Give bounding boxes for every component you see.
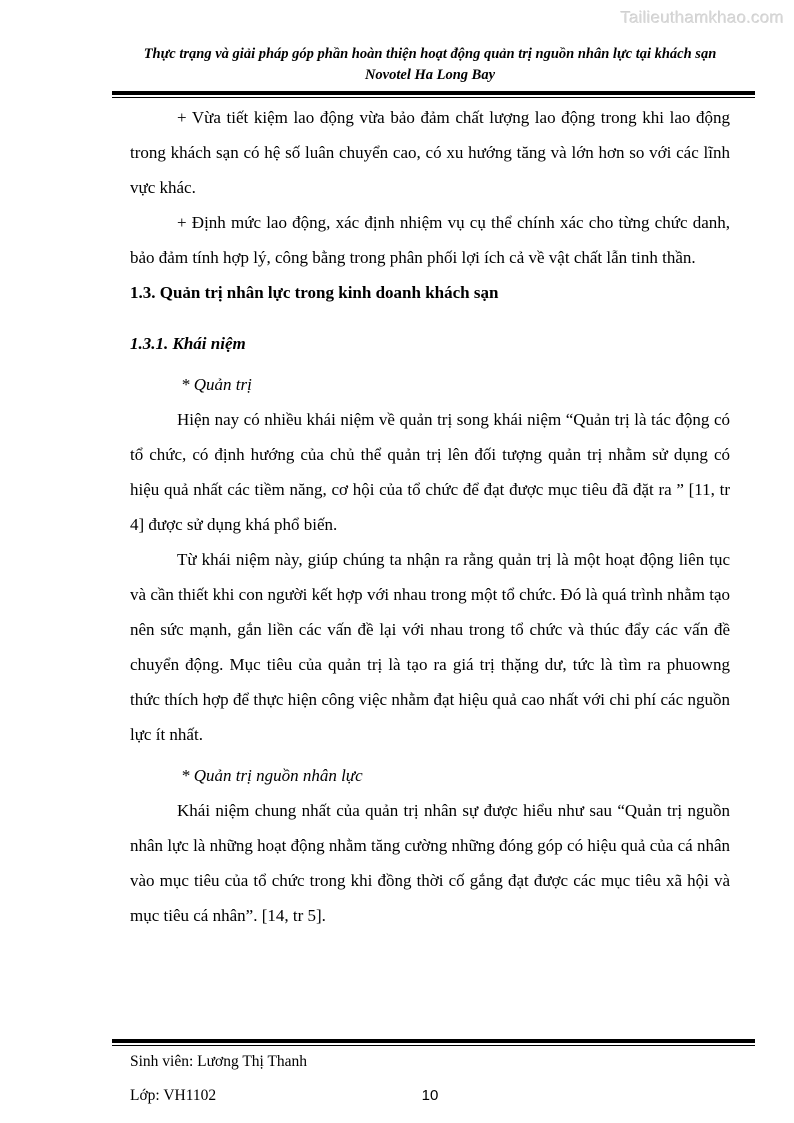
footer-rule	[112, 1039, 755, 1046]
header-title-line2: Novotel Ha Long Bay	[364, 67, 496, 83]
footer-student-name: Sinh viên: Lương Thị Thanh	[130, 1053, 308, 1070]
page-header	[130, 44, 730, 98]
paragraph-management-explanation: Từ khái niệm này, giúp chúng ta nhận ra rằng quản trị là một hoạt động liên tục và cần thiết khi con người kết hợp với nhau trong một tổ chức. Đó là quá trình nhằm tạo nên sức mạnh, gắn liền các vấn đề lại với nhau trong tổ chức và thúc đẩy các vấn đề chuyển động. Mục tiêu của quản trị là tạo ra giá trị thặng dư, tức là tìm ra phuowng thức thích hợp để thực hiện công việc nhằm đạt hiệu quả cao nhất với chi phí các nguồn lực ít nhất.	[130, 550, 730, 744]
footer-bottom-row	[130, 1086, 730, 1106]
paragraph-hrm-definition: Khái niệm chung nhất của quản trị nhân sự được hiểu như sau “Quản trị nguồn nhân lực là những hoạt động nhằm tăng cường những đóng góp có hiệu quả của cá nhân vào mục tiêu của tổ chức trong khi đồng thời cố gắng đạt được các mục tiêu xã hội và mục tiêu cá nhân”. [14, tr 5].	[130, 801, 730, 925]
paragraph-labor-saving: + Vừa tiết kiệm lao động vừa bảo đảm chất lượng lao động trong khi lao động trong khách sạn có hệ số luân chuyển cao, có xu hướng tăng và lớn hơn so với các lĩnh vực khác.	[130, 108, 730, 197]
footer-class-label: Lớp: VH1102	[130, 1087, 217, 1104]
paragraph-management-definition: Hiện nay có nhiều khái niệm về quản trị song khái niệm “Quản trị là tác động có tổ chức, có định hướng của chủ thể quản trị lên đối tượng quản trị nhằm sử dụng có hiệu quả nhất các tiềm năng, cơ hội của tổ chức để đạt được mục tiêu đã đặt ra ” [11, tr 4] được sử dụng khá phổ biến.	[130, 410, 730, 534]
page-footer	[130, 1039, 730, 1106]
watermark-text: Tailieuthamkhao.com	[620, 8, 784, 27]
term-label-quan-tri: * Quản trị	[181, 375, 252, 394]
header-rule	[112, 91, 755, 98]
header-title-line1: Thực trạng và giải pháp góp phần hoàn thiện hoạt động quản trị nguồn nhân lực tại khách sạn	[143, 46, 717, 62]
section-heading-1-3: 1.3. Quản trị nhân lực trong kinh doanh khách sạn	[130, 283, 499, 302]
term-label-quan-tri-nguon-nhan-luc: * Quản trị nguồn nhân lực	[181, 766, 363, 785]
subsection-heading-1-3-1: 1.3.1. Khái niệm	[130, 334, 246, 353]
document-body	[130, 100, 730, 933]
paragraph-labor-norms: + Định mức lao động, xác định nhiệm vụ cụ thể chính xác cho từng chức danh, bảo đảm tính hợp lý, công bằng trong phân phối lợi ích cả về vật chất lẫn tinh thần.	[130, 213, 730, 267]
page-number: 10	[421, 1087, 439, 1104]
